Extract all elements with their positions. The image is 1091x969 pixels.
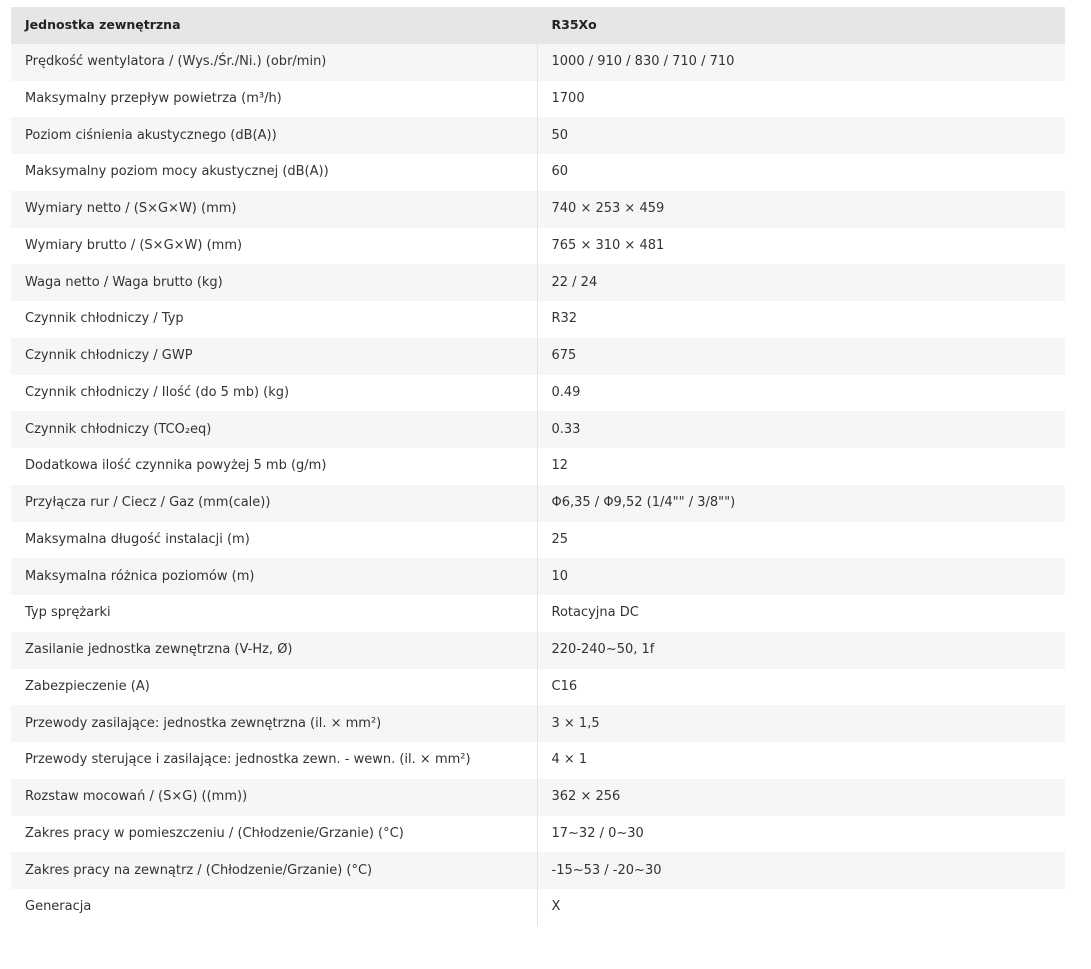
table-row [11, 448, 1065, 485]
row-label: Czynnik chłodniczy / Typ [11, 301, 537, 338]
row-label: Czynnik chłodniczy / GWP [11, 338, 537, 375]
row-label: Zasilanie jednostka zewnętrzna (V-Hz, Ø) [11, 632, 537, 669]
row-label: Przyłącza rur / Ciecz / Gaz (mm(cale)) [11, 485, 537, 522]
table-row [11, 154, 1065, 191]
spec-table [11, 7, 1065, 926]
table-row [11, 632, 1065, 669]
table-row [11, 889, 1065, 926]
row-value: 362 × 256 [537, 779, 1065, 816]
row-value: 60 [537, 154, 1065, 191]
row-label: Czynnik chłodniczy (TCO₂eq) [11, 411, 537, 448]
row-value: 675 [537, 338, 1065, 375]
row-label: Przewody zasilające: jednostka zewnętrzna (il. × mm²) [11, 705, 537, 742]
row-label: Generacja [11, 889, 537, 926]
table-row [11, 852, 1065, 889]
row-value: 1700 [537, 81, 1065, 118]
row-value: Rotacyjna DC [537, 595, 1065, 632]
table-row [11, 522, 1065, 559]
row-value: 740 × 253 × 459 [537, 191, 1065, 228]
table-row [11, 742, 1065, 779]
table-row [11, 191, 1065, 228]
row-value: 0.49 [537, 375, 1065, 412]
table-row [11, 485, 1065, 522]
table-row [11, 301, 1065, 338]
table-row [11, 228, 1065, 265]
table-row [11, 779, 1065, 816]
table-row [11, 81, 1065, 118]
row-label: Zakres pracy w pomieszczeniu / (Chłodzenie/Grzanie) (°C) [11, 816, 537, 853]
row-value: 1000 / 910 / 830 / 710 / 710 [537, 44, 1065, 81]
header-row [11, 7, 1065, 44]
row-label: Maksymalny poziom mocy akustycznej (dB(A)) [11, 154, 537, 191]
row-value: 25 [537, 522, 1065, 559]
table-row [11, 558, 1065, 595]
row-label: Typ sprężarki [11, 595, 537, 632]
row-value: C16 [537, 669, 1065, 706]
table-row [11, 595, 1065, 632]
row-value: 3 × 1,5 [537, 705, 1065, 742]
row-value: -15~53 / -20~30 [537, 852, 1065, 889]
row-value: 22 / 24 [537, 264, 1065, 301]
row-value: 12 [537, 448, 1065, 485]
row-label: Maksymalna różnica poziomów (m) [11, 558, 537, 595]
row-label: Waga netto / Waga brutto (kg) [11, 264, 537, 301]
row-value: X [537, 889, 1065, 926]
spec-table-header [11, 7, 1065, 44]
spec-table-body [11, 44, 1065, 926]
row-value: 10 [537, 558, 1065, 595]
table-row [11, 338, 1065, 375]
row-label: Dodatkowa ilość czynnika powyżej 5 mb (g/m) [11, 448, 537, 485]
row-value: 0.33 [537, 411, 1065, 448]
header-value-cell: R35Xo [537, 7, 1065, 44]
row-label: Zakres pracy na zewnątrz / (Chłodzenie/Grzanie) (°C) [11, 852, 537, 889]
table-row [11, 117, 1065, 154]
row-label: Maksymalny przepływ powietrza (m³/h) [11, 81, 537, 118]
row-value: 50 [537, 117, 1065, 154]
row-value: Φ6,35 / Φ9,52 (1/4"" / 3/8"") [537, 485, 1065, 522]
row-value: 17~32 / 0~30 [537, 816, 1065, 853]
table-row [11, 44, 1065, 81]
row-label: Czynnik chłodniczy / Ilość (do 5 mb) (kg) [11, 375, 537, 412]
row-label: Prędkość wentylatora / (Wys./Śr./Ni.) (obr/min) [11, 44, 537, 81]
table-row [11, 411, 1065, 448]
row-label: Wymiary netto / (S×G×W) (mm) [11, 191, 537, 228]
row-value: 220-240~50, 1f [537, 632, 1065, 669]
row-value: R32 [537, 301, 1065, 338]
table-row [11, 816, 1065, 853]
row-label: Wymiary brutto / (S×G×W) (mm) [11, 228, 537, 265]
table-row [11, 375, 1065, 412]
table-row [11, 669, 1065, 706]
row-label: Rozstaw mocowań / (S×G) ((mm)) [11, 779, 537, 816]
row-label: Zabezpieczenie (A) [11, 669, 537, 706]
row-label: Przewody sterujące i zasilające: jednostka zewn. - wewn. (il. × mm²) [11, 742, 537, 779]
table-row [11, 705, 1065, 742]
row-label: Maksymalna długość instalacji (m) [11, 522, 537, 559]
row-value: 4 × 1 [537, 742, 1065, 779]
row-label: Poziom ciśnienia akustycznego (dB(A)) [11, 117, 537, 154]
row-value: 765 × 310 × 481 [537, 228, 1065, 265]
header-label-cell: Jednostka zewnętrzna [11, 7, 537, 44]
table-row [11, 264, 1065, 301]
